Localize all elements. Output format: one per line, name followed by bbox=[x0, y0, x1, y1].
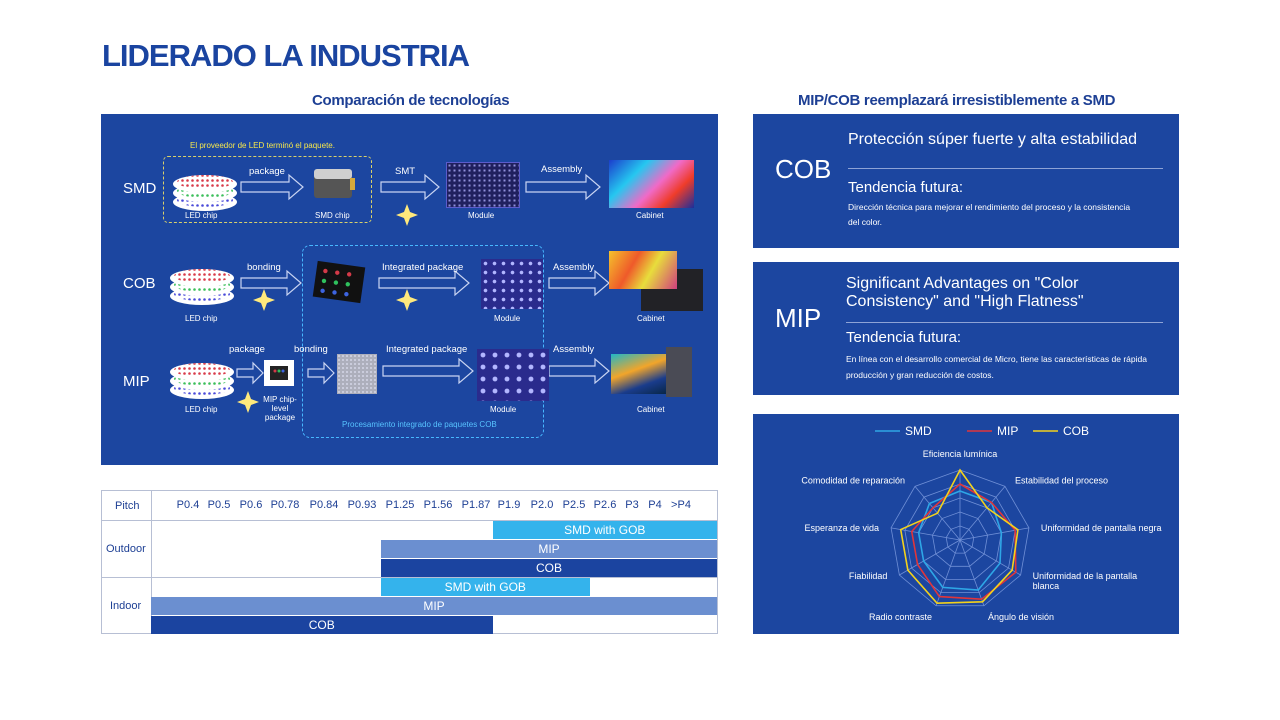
mip-assembly-arrow bbox=[549, 359, 609, 383]
pitch-label: P2.5 bbox=[562, 499, 586, 511]
radar-axis-label: Ángulo de visión bbox=[987, 611, 1054, 622]
technology-comparison-diagram bbox=[101, 114, 718, 465]
legend-label-mip: MIP bbox=[997, 424, 1019, 438]
mip-cabinet-side-image bbox=[666, 347, 692, 397]
pitch-bar-cob: COB bbox=[151, 616, 493, 634]
cob-package-arrow bbox=[379, 271, 469, 295]
radar-spoke bbox=[960, 486, 1005, 540]
smd-package-arrow bbox=[241, 175, 303, 199]
radar-axis-label: Uniformidad de pantalla negra bbox=[1040, 522, 1162, 533]
replacement-subtitle: MIP/COB reemplazará irresistiblemente a SMD bbox=[798, 92, 1116, 109]
cob-led-chip-caption: LED chip bbox=[185, 314, 218, 323]
flash-icon bbox=[253, 289, 275, 311]
cob-led-chip-stack bbox=[170, 269, 234, 305]
mip-card-desc-line2: producción y gran reducción de costos. bbox=[846, 370, 994, 380]
pitch-label: P0.5 bbox=[207, 499, 231, 511]
indoor-label: Indoor bbox=[110, 600, 142, 612]
pitch-bar-smd-with-gob: SMD with GOB bbox=[381, 578, 590, 596]
cob-cabinet-image bbox=[609, 251, 677, 289]
mip-module-caption: Module bbox=[490, 405, 517, 414]
smd-led-chip-caption: LED chip bbox=[185, 211, 218, 220]
pitch-label: P0.4 bbox=[176, 499, 200, 511]
smd-chip-graphic bbox=[314, 169, 355, 198]
pitch-label: P0.78 bbox=[270, 499, 300, 511]
pitch-bar-mip: MIP bbox=[151, 597, 717, 615]
pitch-label: >P4 bbox=[671, 499, 691, 511]
cob-bonding-label: bonding bbox=[247, 262, 281, 273]
cob-bonding-arrow bbox=[241, 271, 301, 295]
pitch-label: P1.25 bbox=[385, 499, 415, 511]
radar-axis-label: Eficiencia lumínica bbox=[922, 449, 998, 459]
radar-axis-label: Estabilidad del proceso bbox=[1014, 475, 1109, 486]
cob-module-image bbox=[481, 259, 543, 309]
cob-card bbox=[753, 114, 1179, 248]
mip-card bbox=[753, 262, 1179, 395]
mip-package-label: package bbox=[229, 344, 265, 355]
flash-icon bbox=[396, 204, 418, 226]
pitch-label: P0.6 bbox=[239, 499, 263, 511]
mip-integrated-package-label: Integrated package bbox=[386, 344, 468, 355]
pitch-bar-cob: COB bbox=[381, 559, 717, 577]
mip-chip-level-package-caption: MIP chip-level package bbox=[263, 395, 297, 422]
smd-cabinet-image bbox=[609, 160, 694, 208]
mip-card-trend-label: Tendencia futura: bbox=[846, 329, 962, 346]
cob-card-desc-line1: Dirección técnica para mejorar el rendimiento del proceso y la consistencia bbox=[848, 202, 1131, 212]
pitch-table bbox=[101, 490, 718, 634]
cob-cabinet-caption: Cabinet bbox=[637, 314, 665, 323]
pitch-label: P2.0 bbox=[530, 499, 554, 511]
smd-smt-arrow bbox=[381, 175, 439, 199]
smd-supplier-note: El proveedor de LED terminó el paquete. bbox=[190, 141, 335, 150]
page-title: LIDERADO LA INDUSTRIA bbox=[102, 38, 470, 73]
cob-card-desc-line2: del color. bbox=[848, 217, 883, 227]
mip-card-divider bbox=[846, 322, 1163, 323]
cob-card-heading: Protección súper fuerte y alta estabilidad bbox=[848, 131, 1138, 148]
mip-card-heading-line1: Significant Advantages on "Color bbox=[846, 275, 1079, 292]
cob-card-key: COB bbox=[775, 154, 832, 184]
flash-icon bbox=[396, 289, 418, 311]
mip-bonding-arrow bbox=[308, 363, 334, 383]
cob-row-label: COB bbox=[123, 275, 156, 292]
outdoor-label: Outdoor bbox=[106, 543, 146, 555]
radar-chart bbox=[753, 414, 1179, 634]
mip-bonding-label: bonding bbox=[294, 344, 328, 355]
cob-chip-graphic bbox=[313, 261, 366, 303]
mip-cabinet-caption: Cabinet bbox=[637, 405, 665, 414]
smd-row-label: SMD bbox=[123, 180, 157, 197]
mip-card-key: MIP bbox=[775, 303, 822, 333]
cob-assembly-label: Assembly bbox=[553, 262, 595, 273]
cob-assembly-arrow bbox=[549, 271, 609, 295]
radar-axis-label: Radio contraste bbox=[869, 611, 933, 622]
smd-cabinet-caption: Cabinet bbox=[636, 211, 664, 220]
mip-led-chip-caption: LED chip bbox=[185, 405, 218, 414]
pitch-label: P2.6 bbox=[593, 499, 617, 511]
mip-package2-arrow bbox=[383, 359, 473, 383]
pitch-bar-smd-with-gob: SMD with GOB bbox=[493, 521, 718, 539]
radar-axis-label: Uniformidad de la pantalla blanca bbox=[1032, 571, 1138, 591]
pitch-label: P0.84 bbox=[309, 499, 339, 511]
smd-chip-caption: SMD chip bbox=[315, 211, 350, 220]
mip-assembly-label: Assembly bbox=[553, 344, 595, 355]
smd-assembly-arrow bbox=[526, 175, 600, 199]
cob-module-caption: Module bbox=[494, 314, 521, 323]
smd-led-chip-stack bbox=[173, 175, 237, 211]
smd-module-image bbox=[446, 162, 520, 208]
mip-module-image bbox=[477, 349, 549, 401]
cob-card-trend-label: Tendencia futura: bbox=[848, 179, 964, 196]
mip-package-arrow bbox=[237, 363, 263, 383]
mip-card-heading-line2: Consistency" and "High Flatness" bbox=[846, 293, 1084, 310]
mip-row-label: MIP bbox=[123, 373, 150, 390]
radar-axis-label: Fiabilidad bbox=[848, 571, 888, 581]
smd-smt-label: SMT bbox=[395, 166, 416, 177]
pitch-header: Pitch bbox=[115, 500, 140, 512]
cob-process-note: Procesamiento integrado de paquetes COB bbox=[342, 420, 497, 429]
cob-card-divider bbox=[848, 168, 1163, 169]
pitch-bars bbox=[102, 491, 717, 633]
pitch-label: P0.93 bbox=[347, 499, 377, 511]
mip-chip-graphic bbox=[264, 360, 294, 386]
pitch-label: P1.56 bbox=[423, 499, 453, 511]
pitch-label: P4 bbox=[648, 499, 662, 511]
mip-cabinet-image bbox=[611, 354, 671, 394]
cob-integrated-package-label: Integrated package bbox=[382, 262, 464, 273]
pitch-label: P1.87 bbox=[461, 499, 491, 511]
pitch-label: P1.9 bbox=[497, 499, 521, 511]
radar-axis-label: Esperanza de vida bbox=[804, 522, 880, 533]
legend-label-cob: COB bbox=[1063, 424, 1090, 438]
legend-label-smd: SMD bbox=[905, 424, 932, 438]
radar-axis-label: Comodidad de reparación bbox=[801, 475, 906, 486]
smd-assembly-label: Assembly bbox=[541, 164, 583, 175]
mip-chip-grid-graphic bbox=[337, 354, 377, 394]
pitch-bar-mip: MIP bbox=[381, 540, 717, 558]
radar-spoke bbox=[960, 540, 984, 606]
smd-package-label: package bbox=[249, 166, 285, 177]
pitch-label: P3 bbox=[625, 499, 639, 511]
mip-card-desc-line1: En línea con el desarrollo comercial de Micro, tiene las características de rápida bbox=[846, 354, 1147, 364]
comparison-subtitle: Comparación de tecnologías bbox=[312, 92, 510, 109]
radar-chart-svg bbox=[753, 414, 1179, 634]
flash-icon bbox=[237, 391, 259, 413]
smd-module-caption: Module bbox=[468, 211, 495, 220]
mip-led-chip-stack bbox=[170, 363, 234, 399]
